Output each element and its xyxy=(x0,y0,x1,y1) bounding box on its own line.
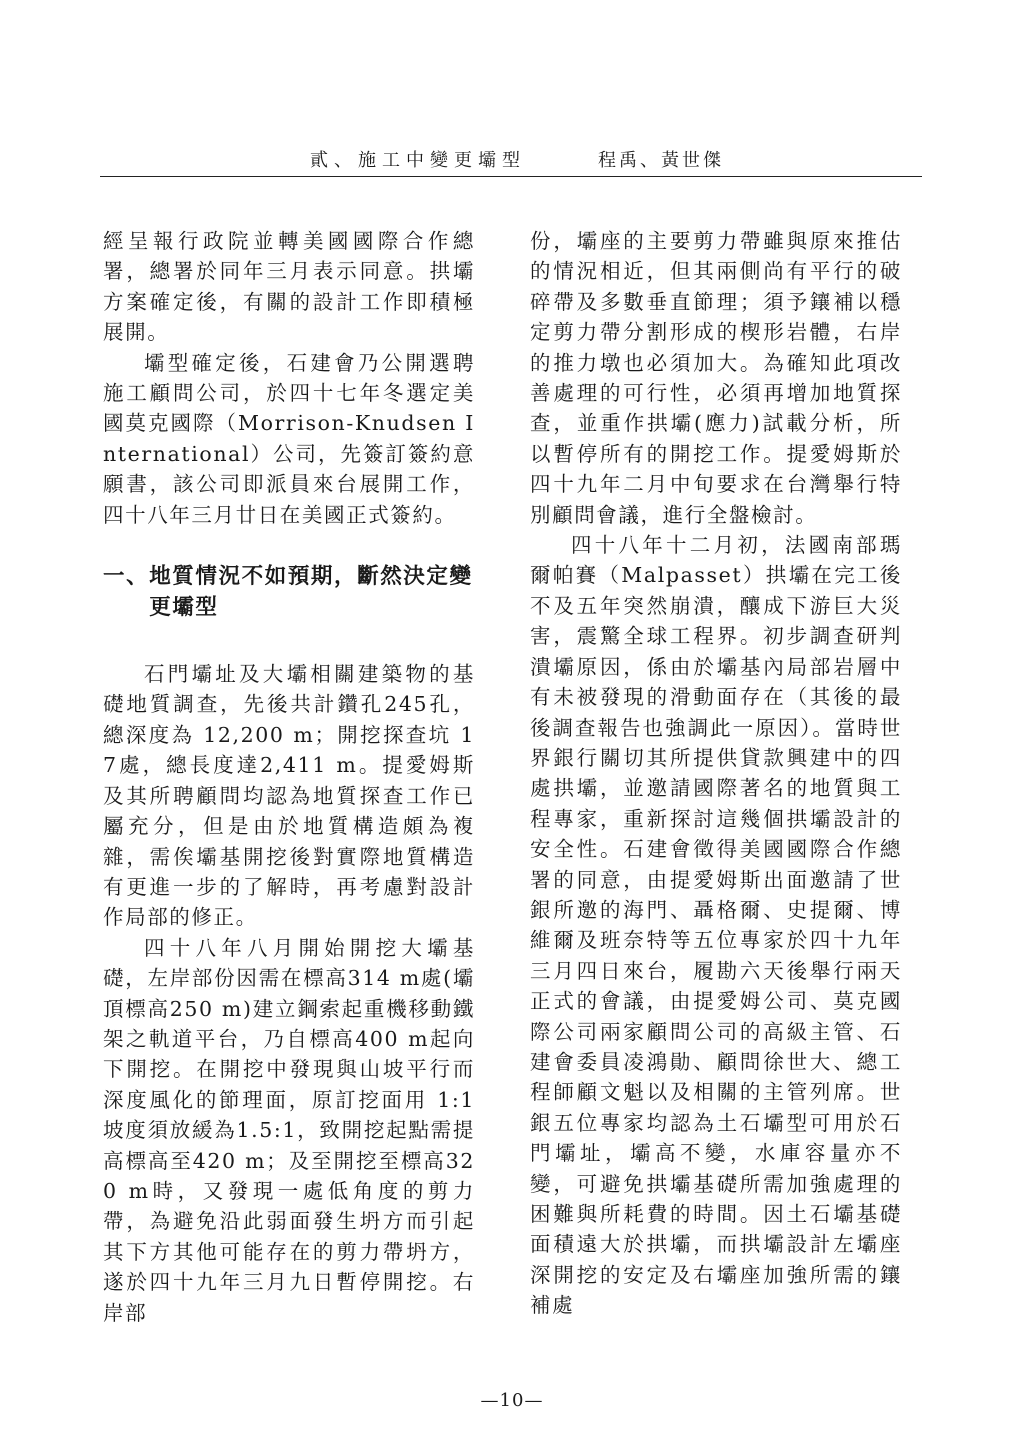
paragraph-continued: 經呈報行政院並轉美國國際合作總署，總署於同年三月表示同意。拱壩方案確定後，有關的設計工作即積極展開。 xyxy=(103,229,475,345)
section-title: 地質情況不如預期，斷然決定變更壩型 xyxy=(149,564,473,621)
paragraph-geology-survey: 石門壩址及大壩相關建築物的基礎地質調查，先後共計鑽孔245孔，總深度為 12,200 m；開挖探查坑 17處，總長度達2,411 m。提愛姆斯及其所聘顧問均認為地質探查工作已屬充分，但是由於地質構造頗為複雜，需俟壩基開挖後對實際地質構造有更進一步的了解時，再考慮對設計作局部的修正。 xyxy=(103,662,475,930)
left-column xyxy=(103,226,475,1328)
right-column xyxy=(530,226,902,1321)
section-number: 一、 xyxy=(103,564,150,590)
paragraph-consultant-selection: 壩型確定後，石建會乃公開選聘施工顧問公司，於四十七年冬選定美國莫克國際（Morrison-Knudsen International）公司，先簽訂簽約意願書，該公司即派員來台展開工作，四十八年三月廿日在美國正式簽約。 xyxy=(103,350,475,527)
page-number: —10— xyxy=(480,1390,544,1411)
paragraph-excavation: 四十八年八月開始開挖大壩基礎，左岸部份因需在標高314 m處(壩頂標高250 m)建立鋼索起重機移動鐵架之軌道平台，乃自標高400 m起向下開挖。在開挖中發現與山坡平行而深度風化的節理面，原訂挖面用 1:1坡度須放緩為1.5:1，致開挖起點需提高標高至420 m；及至開挖至標高320 m時，又發現一處低角度的剪力帶，為避免沿此弱面發生坍方而引起其下方其他可能存在的剪力帶坍方，遂於四十九年三月九日暫停開挖。右岸部 xyxy=(103,935,475,1325)
paragraph-malpasset: 四十八年十二月初，法國南部瑪爾帕賽（Malpasset）拱壩在完工後不及五年突然崩潰，釀成下游巨大災害，震驚全球工程界。初步調查研判潰壩原因，係由於壩基內局部岩層中有未被發現的滑動面存在（其後的最後調查報告也強調此一原因）。當時世界銀行關切其所提供貸款興建中的四處拱壩，並邀請國際著名的地質與工程專家，重新探討這幾個拱壩設計的安全性。石建會徵得美國國際合作總署的同意，由提愛姆斯出面邀請了世銀所邀的海門、聶格爾、史提爾、博維爾及班奈特等五位專家於四十九年三月四日來台，履勘六天後舉行兩天正式的會議，由提愛姆公司、莫克國際公司兩家顧問公司的高級主管、石建會委員凌鴻勛、顧問徐世大、總工程師顧文魁以及相關的主管列席。世銀五位專家均認為土石壩型可用於石門壩址，壩高不變，水庫容量亦不變，可避免拱壩基礎所需加強處理的困難與所耗費的時間。因土石壩基礎面積遠大於拱壩，而拱壩設計左壩座深開挖的安定及右壩座加強所需的鑲補處 xyxy=(530,533,902,1318)
running-header xyxy=(100,140,922,177)
chapter-title: 貳、施工中變更壩型 xyxy=(310,150,526,171)
paragraph-continued-right: 份，壩座的主要剪力帶雖與原來推估的情況相近，但其兩側尚有平行的破碎帶及多數垂直節理；須予鑲補以穩定剪力帶分割形成的楔形岩體，右岸的推力墩也必須加大。為確知此項改善處理的可行性，必須再增加地質探查，並重作拱壩(應力)試載分析，所以暫停所有的開挖工作。提愛姆斯於四十九年二月中旬要求在台灣舉行特別顧問會議，進行全盤檢討。 xyxy=(530,229,902,527)
author-names: 程禹、黃世傑 xyxy=(598,150,724,171)
section-heading xyxy=(103,561,475,623)
